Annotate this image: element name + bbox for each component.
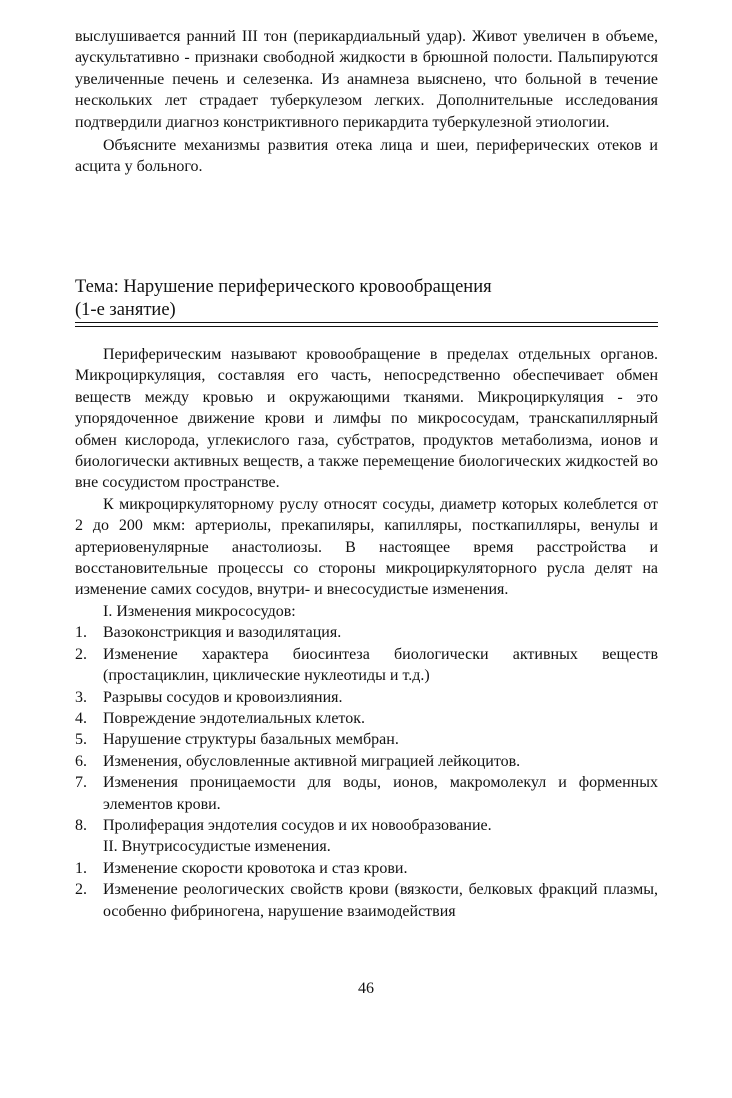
list-item-text: Разрывы сосудов и кровоизлияния. [103, 688, 343, 706]
list-item-text: Нарушение структуры базальных мембран. [103, 731, 399, 749]
list-item-number: 1. [75, 859, 87, 877]
body-section [75, 344, 658, 922]
list-item-number: 5. [75, 731, 87, 749]
topic-rule-top [75, 322, 658, 323]
list-item-text: Изменение скорости кровотока и стаз крови. [103, 859, 408, 877]
list-item-number: 3. [75, 688, 87, 706]
list-item [75, 729, 658, 750]
body-paragraph-1: Периферическим называют кровообращение в пределах отдельных органов. Микроциркуляция, составляя его часть, непосредственно обеспечивает обмен веществ между кровью и окружающими тканями. Микроциркуляция - это упорядоченное движение крови и лимфы по микрососудам, транскапиллярный обмен кислорода, углекислого газа, субстратов, продуктов метаболизма, ионов и биологически активных веществ, а также перемещение биологических жидкостей во вне сосудистом пространстве. [75, 346, 658, 492]
section-2-heading: II. Внутрисосудистые изменения. [103, 838, 331, 856]
list-item [75, 708, 658, 729]
list-item-text: Пролиферация эндотелия сосудов и их новообразование. [103, 816, 492, 834]
list-item-text: Изменения, обусловленные активной миграцией лейкоцитов. [103, 752, 521, 770]
list-item-number: 8. [75, 816, 87, 834]
list-item [75, 879, 658, 922]
body-paragraph-2: К микроциркуляторному руслу относят сосуды, диаметр которых колеблется от 2 до 200 мкм: артериолы, прекапиляры, капилляры, посткапилляры, венулы и артериовенулярные анастолиозы. В настоящее время расстройства и восстановительные процессы со стороны микроциркуляторного русла делят на изменение самих сосудов, внутри- и внесосудистые изменения. [75, 495, 658, 599]
list-item-number: 2. [75, 645, 87, 663]
intro-paragraph-2: Объясните механизмы развития отека лица и шеи, периферических отеков и асцита у больного. [75, 137, 658, 176]
list-item-number: 1. [75, 624, 87, 642]
intro-section [75, 26, 658, 178]
list-item [75, 815, 658, 836]
topic-rule-bottom [75, 326, 658, 327]
topic-title: Тема: Нарушение периферического кровообращения [75, 277, 492, 297]
list-item-text: Вазоконстрикция и вазодилятация. [103, 624, 342, 642]
list-item-text: Изменение реологических свойств крови (вязкости, белковых фракций плазмы, особенно фибриногена, нарушение взаимодействия [103, 881, 658, 920]
list-item-text: Изменение характера биосинтеза биологически активных веществ (простациклин, циклические нуклеотиды и т.д.) [103, 645, 658, 685]
list-item [75, 751, 658, 772]
topic-subtitle: (1-е занятие) [75, 300, 176, 320]
list-item-text: Повреждение эндотелиальных клеток. [103, 709, 365, 727]
list-item [75, 622, 658, 643]
list-item [75, 644, 658, 687]
list-item [75, 858, 658, 879]
page-number: 46 [358, 980, 374, 997]
list-item-number: 6. [75, 752, 87, 770]
intro-paragraph-1: выслушивается ранний III тон (перикардиальный удар). Живот увеличен в объеме, аускультативно - признаки свободной жидкости в брюшной полости. Пальпируются увеличенные печень и селезенка. Из анамнеза выяснено, что больной в течение нескольких лет страдает туберкулезом легких. Дополнительные исследования подтвердили диагноз констриктивного перикардита туберкулезной этиологии. [75, 28, 658, 131]
list-item [75, 687, 658, 708]
list-item [75, 772, 658, 815]
topic-header [75, 276, 658, 322]
list-item-number: 7. [75, 774, 87, 792]
list-item-number: 2. [75, 881, 87, 899]
list-item-text: Изменения проницаемости для воды, ионов, макромолекул и форменных элементов крови. [103, 774, 658, 813]
list-item-number: 4. [75, 709, 87, 727]
section-1-heading: I. Изменения микрососудов: [103, 602, 296, 620]
